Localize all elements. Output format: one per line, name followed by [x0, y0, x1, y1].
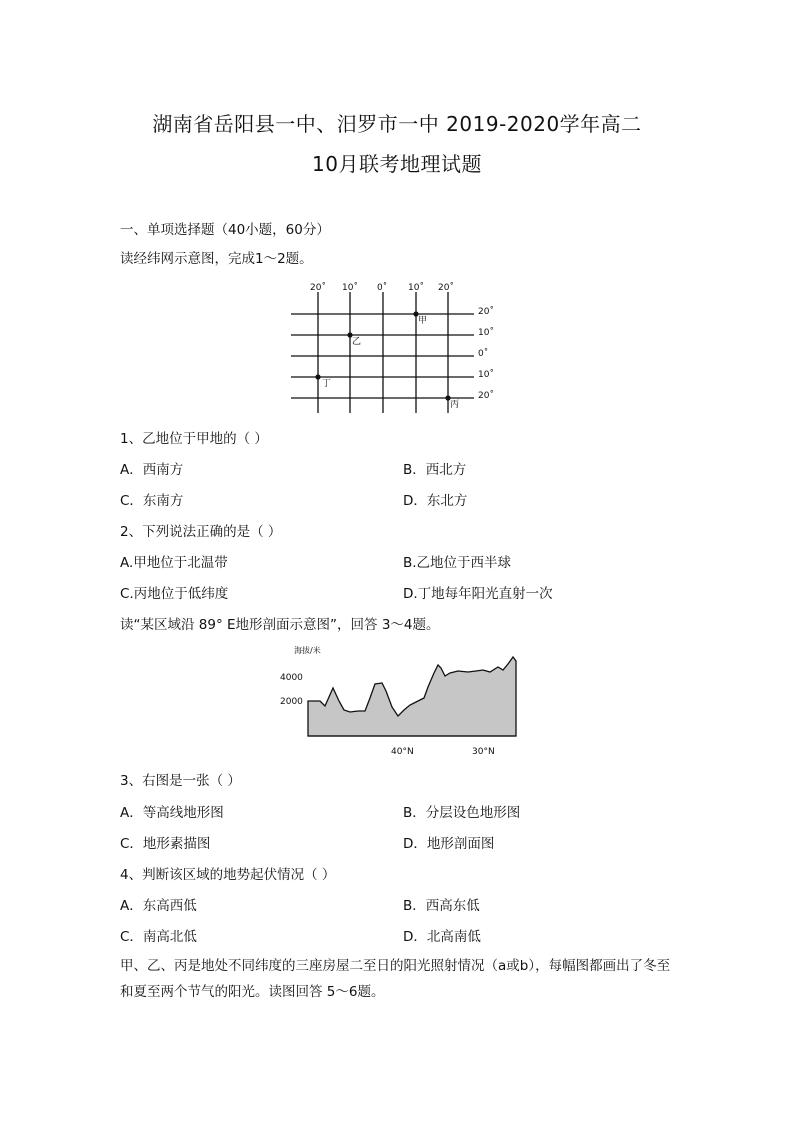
top-label: 10˚	[342, 283, 358, 293]
q3-stem: 3、右图是一张（ ）	[120, 773, 241, 789]
top-label: 20˚	[438, 283, 454, 293]
q2-option-a: A.甲地位于北温带	[120, 555, 228, 571]
intro-1: 读经纬网示意图，完成1～2题。	[120, 251, 313, 267]
profile-y-tick: 4000	[280, 673, 303, 683]
point-ding	[315, 374, 320, 379]
q3-option-c: C．地形素描图	[120, 836, 211, 852]
top-label: 0˚	[377, 283, 388, 293]
q4-option-b: B．西高东低	[403, 898, 480, 914]
q4-option-c: C．南高北低	[120, 929, 197, 945]
label-yi: 乙	[352, 337, 362, 347]
q4-option-d: D．北高南低	[403, 929, 481, 945]
lat-lon-grid-figure	[288, 280, 508, 415]
profile-x-tick: 30°N	[472, 747, 495, 757]
q1-option-a: A．西南方	[120, 462, 184, 478]
right-label: 10˚	[478, 328, 494, 338]
title-line-2: 10月联考地理试题	[312, 152, 482, 176]
terrain-profile-figure	[278, 643, 518, 758]
intro-3: 甲、乙、丙是地处不同纬度的三座房屋二至日的阳光照射情况（a或b），每幅图都画出了冬至和夏至两个节气的阳光。读图回答 5～6题。	[120, 958, 671, 1000]
section-heading: 一、单项选择题（40小题，60分）	[120, 222, 330, 238]
intro-2: 读“某区域沿 89° E地形剖面示意图”，回答 3～4题。	[120, 617, 440, 633]
q2-stem: 2、下列说法正确的是（ ）	[120, 524, 282, 540]
q1-option-d: D．东北方	[403, 493, 468, 509]
q4-option-a: A．东高西低	[120, 898, 197, 914]
right-label: 10˚	[478, 370, 494, 380]
q3-option-d: D．地形剖面图	[403, 836, 495, 852]
right-label: 0˚	[478, 349, 489, 359]
label-bing: 丙	[450, 400, 460, 410]
q4-stem: 4、判断该区域的地势起伏情况（ ）	[120, 867, 336, 883]
label-ding: 丁	[322, 379, 332, 389]
title-line-1: 湖南省岳阳县一中、汨罗市一中 2019-2020学年高二	[152, 112, 642, 136]
profile-y-tick: 2000	[280, 697, 303, 707]
profile-x-tick: 40°N	[391, 747, 414, 757]
q2-option-c: C.丙地位于低纬度	[120, 586, 229, 602]
q2-option-d: D.丁地每年阳光直射一次	[403, 586, 553, 602]
right-label: 20˚	[478, 391, 494, 401]
label-jia: 甲	[418, 316, 428, 326]
q2-option-b: B.乙地位于西半球	[403, 555, 512, 571]
q3-option-b: B．分层设色地形图	[403, 805, 521, 821]
terrain-profile-area	[308, 657, 516, 736]
q1-option-b: B．西北方	[403, 462, 467, 478]
q3-option-a: A．等高线地形图	[120, 805, 224, 821]
top-label: 10˚	[408, 283, 424, 293]
profile-ylabel: 海拔/米	[294, 646, 321, 655]
q1-option-c: C．东南方	[120, 493, 184, 509]
q1-stem: 1、乙地位于甲地的（ ）	[120, 431, 268, 447]
right-label: 20˚	[478, 307, 494, 317]
top-label: 20˚	[310, 283, 326, 293]
